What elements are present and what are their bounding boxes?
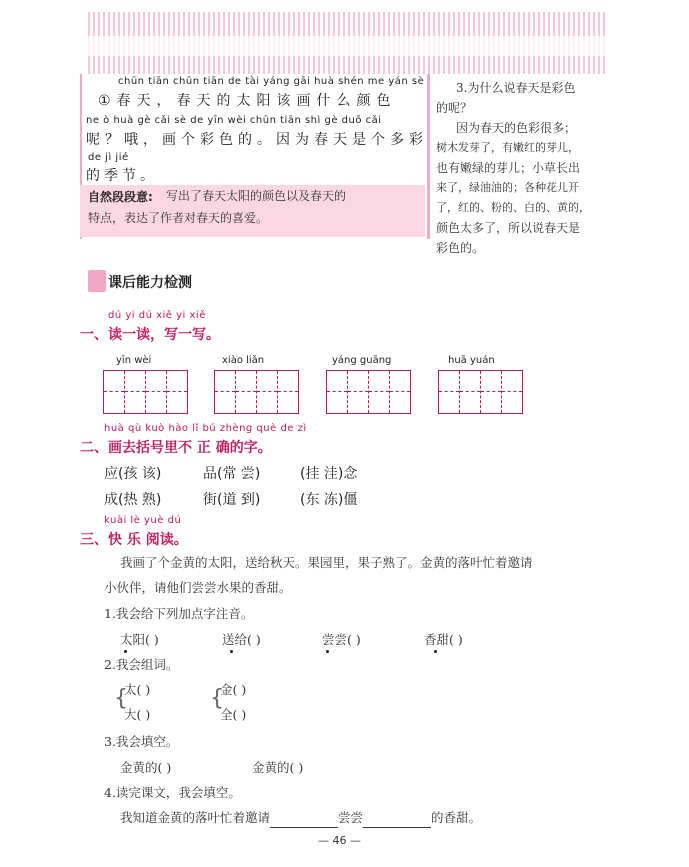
note-line: 颜色太多了，所以说春天是 <box>436 221 581 235</box>
q2-answer-2[interactable]: 大( ) <box>124 707 151 722</box>
writing-cell[interactable] <box>215 371 236 413</box>
passage-line1: ①春天，春天的太阳该画什么颜色 <box>98 93 397 109</box>
note-line: 了，红的、粉的、白的、黄的， <box>436 201 590 214</box>
question-note-text <box>436 78 608 258</box>
note-line: 彩色的。 <box>436 241 485 255</box>
section-corner-icon <box>88 270 106 292</box>
q1-answer-1[interactable]: 太阳( ) <box>120 632 159 647</box>
writing-box-3[interactable] <box>326 370 411 414</box>
writing-cell[interactable] <box>278 371 298 413</box>
header-banner-band <box>88 36 608 56</box>
choice-1-1[interactable]: 应(孩 该) <box>104 466 162 482</box>
paragraph-meaning-text-2: 特点，表达了作者对春天的喜爱。 <box>88 211 269 225</box>
section3-pinyin: kuài lè yuè dú <box>104 515 182 526</box>
q2-answer-3[interactable]: 金( ) <box>220 682 247 697</box>
q4-blank-1[interactable] <box>270 813 338 828</box>
q4-text-mid: 尝尝 <box>338 810 364 825</box>
q4-blank-2[interactable] <box>363 813 431 828</box>
question-2: 2.我会组词。 <box>104 657 179 672</box>
q1-answer-3[interactable]: 尝尝( ) <box>322 632 361 647</box>
note-line: 来了，绿油油的；各种花儿开 <box>436 181 579 194</box>
word-pinyin-3: yáng guāng <box>332 355 392 366</box>
brace-icon: { <box>210 686 224 711</box>
choice-2-2[interactable]: 街(道 到) <box>203 492 261 508</box>
paragraph-meaning-label: 自然段段意: <box>88 190 153 204</box>
q2-answer-1[interactable]: 太( ) <box>124 682 151 697</box>
question-1: 1.我会给下列加点字注音。 <box>104 606 254 621</box>
q1-answer-4[interactable]: 香甜( ) <box>424 632 463 647</box>
writing-cell[interactable] <box>502 371 522 413</box>
writing-cell[interactable] <box>348 371 369 413</box>
section2-pinyin: huà qù kuò hào lǐ bú zhèng què de zì <box>104 423 307 434</box>
writing-box-2[interactable] <box>214 370 299 414</box>
q3-answer-2[interactable]: 金黄的( ) <box>252 760 304 775</box>
note-line: 因为春天的色彩很多； <box>456 121 577 135</box>
choice-2-3[interactable]: (东 冻)僵 <box>300 492 358 508</box>
passage-line3-pinyin: de jì jié <box>88 152 129 163</box>
reading-text-2: 小伙伴，请他们尝尝水果的香甜。 <box>104 580 292 595</box>
q4-sentence <box>120 808 481 828</box>
writing-cell[interactable] <box>125 371 146 413</box>
word-pinyin-2: xiào liǎn <box>222 355 265 366</box>
q1-answer-2[interactable]: 送给( ) <box>222 632 261 647</box>
writing-cell[interactable] <box>460 371 481 413</box>
writing-cell[interactable] <box>257 371 278 413</box>
emphasis-dot <box>434 650 437 653</box>
writing-cell[interactable] <box>369 371 390 413</box>
q4-text-pre: 我知道金黄的落叶忙着邀请 <box>120 810 271 825</box>
passage-line1-pinyin: chūn tiān chūn tiān de tài yáng gāi huà shén me yán sè <box>118 76 425 87</box>
writing-box-1[interactable] <box>103 370 188 414</box>
word-pinyin-1: yīn wèi <box>116 355 152 366</box>
q3-answer-1[interactable]: 金黄的( ) <box>120 760 172 775</box>
q4-text-post: 的香甜。 <box>431 810 482 825</box>
q2-answer-4[interactable]: 全( ) <box>220 707 247 722</box>
section1-pinyin: dú yi dú xiě yi xiě <box>108 310 206 321</box>
writing-cell[interactable] <box>390 371 410 413</box>
writing-cell[interactable] <box>104 371 125 413</box>
passage-line2: 呢？哦，画个彩色的。因为春天是个多彩 <box>86 132 428 148</box>
question-4: 4.读完课文，我会填空。 <box>104 785 241 800</box>
writing-cell[interactable] <box>327 371 348 413</box>
writing-cell[interactable] <box>439 371 460 413</box>
reading-text-1: 我画了个金黄的太阳，送给秋天。果园里，果子熟了。金黄的落叶忙着邀请 <box>120 555 533 570</box>
after-class-title: 课后能力检测 <box>108 275 192 291</box>
writing-cell[interactable] <box>236 371 257 413</box>
emphasis-dot <box>230 650 233 653</box>
emphasis-dot <box>326 650 329 653</box>
question-3: 3.我会填空。 <box>104 734 179 749</box>
word-pinyin-4: huā yuán <box>448 355 495 366</box>
section3-title: 三、快 乐 阅读。 <box>80 532 188 548</box>
writing-cell[interactable] <box>481 371 502 413</box>
choice-2-1[interactable]: 成(热 熟) <box>104 492 162 508</box>
passage-line2-pinyin: ne ò huà gè cǎi sè de yīn wèi chūn tiān shì gè duō cǎi <box>86 115 382 126</box>
note-line: 树木发芽了，有嫩红的芽儿， <box>436 141 579 154</box>
note-line: 3.为什么说春天是彩色 <box>456 81 576 95</box>
page-number: — 46 — <box>318 834 361 847</box>
brace-icon: { <box>114 686 128 711</box>
writing-cell[interactable] <box>146 371 167 413</box>
section1-title: 一、读一读，写一写。 <box>80 327 220 343</box>
choice-1-2[interactable]: 品(常 尝) <box>203 466 261 482</box>
paragraph-meaning-text-1: 写出了春天太阳的颜色以及春天的 <box>166 189 347 203</box>
note-line: 也有嫩绿的芽儿；小草长出 <box>436 161 581 175</box>
section2-title: 二、画去括号里不 正 确的字。 <box>80 440 272 456</box>
emphasis-dot <box>124 650 127 653</box>
note-line: 的呢？ <box>436 101 473 115</box>
writing-cell[interactable] <box>167 371 187 413</box>
choice-1-3[interactable]: (挂 洼)念 <box>300 466 358 482</box>
passage-line3: 的季节。 <box>86 168 158 184</box>
writing-box-4[interactable] <box>438 370 523 414</box>
